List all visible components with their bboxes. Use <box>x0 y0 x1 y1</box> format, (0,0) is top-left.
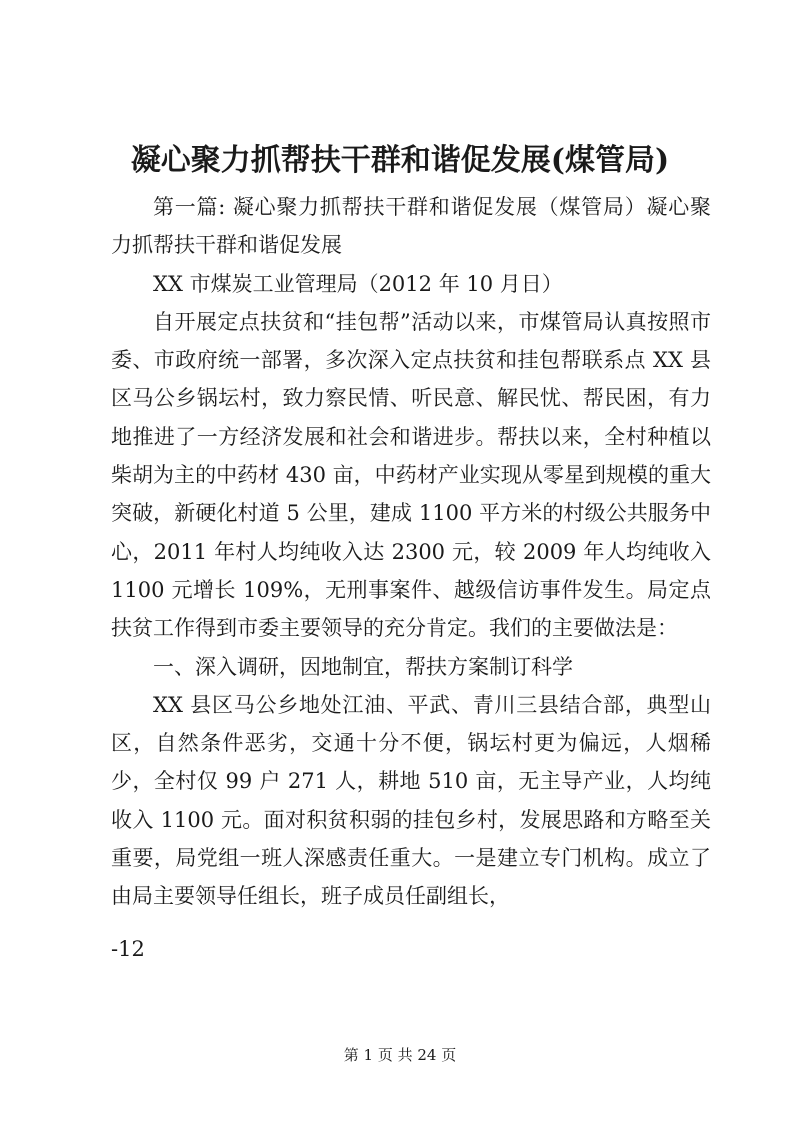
document-body <box>111 188 711 916</box>
page-marker: -12 <box>111 937 145 961</box>
paragraph-section-one-body: XX 县区马公乡地处江油、平武、青川三县结合部，典型山区，自然条件恶劣，交通十分不便，锅坛村更为偏远，人烟稀少，全村仅 99 户 271 人，耕地 510 亩，无主导产业，人均纯收入 1100 元。面对积贫积弱的挂包乡村，发展思路和方略至关重要，局党组一班人深感责任重大。一是建立专门机构。成立了由局主要领导任组长，班子成员任副组长， <box>111 692 711 909</box>
paragraph-intro: 自开展定点扶贫和“挂包帮”活动以来，市煤管局认真按照市委、市政府统一部署，多次深入定点扶贫和挂包帮联系点 XX 县区马公乡锅坛村，致力察民情、听民意、解民忧、帮民困，有力地推进了一方经济发展和社会和谐进步。帮扶以来，全村种植以柴胡为主的中药材 430 亩，中药材产业实现从零星到规模的重大突破，新硬化村道 5 公里，建成 1100 平方米的村级公共服务中心，2011 年村人均纯收入达 2300 元，较 2009 年人均纯收入 1100 元增长 109%，无刑事案件、越级信访事件发生。局定点扶贫工作得到市委主要领导的充分肯定。我们的主要做法是： <box>111 309 711 641</box>
paragraph-section-one-heading: 一、深入调研，因地制宜，帮扶方案制订科学 <box>153 654 573 679</box>
paragraph-heading-first-chapter: 第一篇: 凝心聚力抓帮扶干群和谐促发展（煤管局）凝心聚力抓帮扶干群和谐促发展 <box>111 195 711 258</box>
page-title: 凝心聚力抓帮扶干群和谐促发展(煤管局) <box>130 143 670 178</box>
page-footer: 第 1 页 共 24 页 <box>343 1046 457 1064</box>
paragraph-author-date: XX 市煤炭工业管理局（2012 年 10 月日） <box>153 271 563 296</box>
